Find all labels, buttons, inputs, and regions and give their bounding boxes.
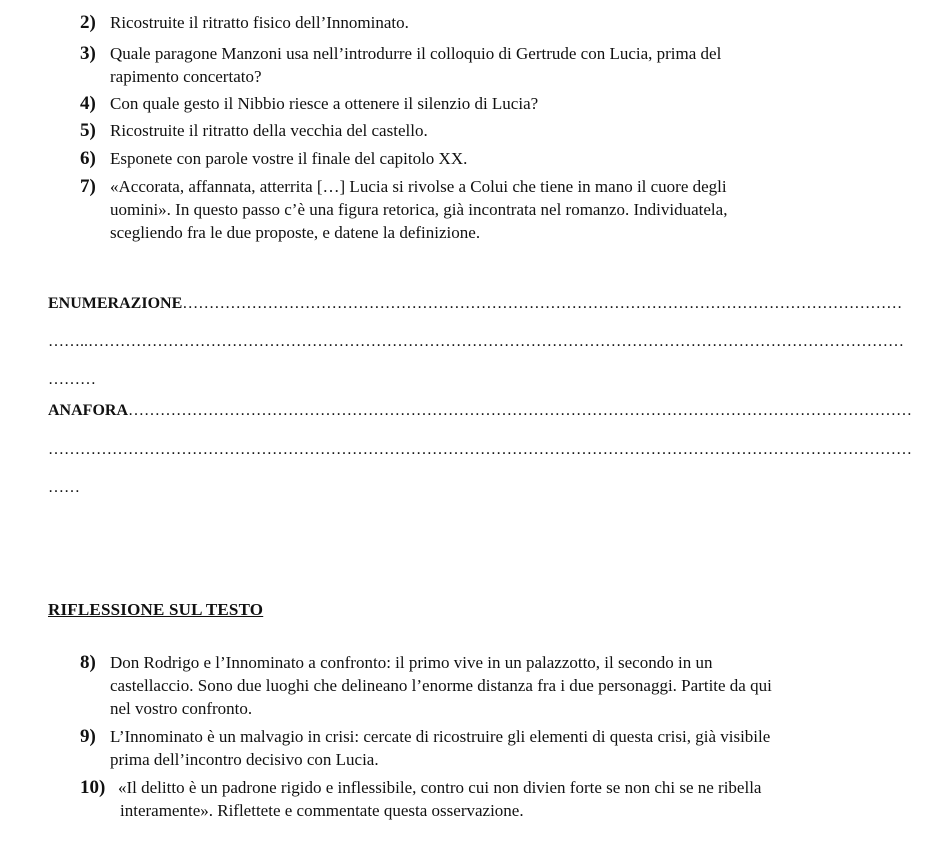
question-text-line: Esponete con parole vostre il finale del capitolo XX. xyxy=(110,149,468,168)
enumerazione-answer-line-1[interactable] xyxy=(48,292,902,315)
anafora-answer-line-2[interactable] xyxy=(48,438,912,461)
enumerazione-answer-line-3[interactable] xyxy=(48,368,96,391)
question-text-line: «Accorata, affannata, atterrita […] Lucia si rivolse a Colui che tiene in mano il cuore degli xyxy=(110,177,727,196)
question-number: 9) xyxy=(80,726,96,747)
question-text-line: scegliendo fra le due proposte, e datene la definizione. xyxy=(110,223,481,242)
question-text-line: interamente». Riflettete e commentate questa osservazione. xyxy=(120,801,524,820)
question-number: 7) xyxy=(80,176,96,197)
dotted-line: ……… xyxy=(48,371,96,388)
question-text-line: L’Innominato è un malvagio in crisi: cercate di ricostruire gli elementi di questa crisi, già visibile xyxy=(110,727,771,746)
question-text-line: Con quale gesto il Nibbio riesce a ottenere il silenzio di Lucia? xyxy=(110,94,539,113)
question-number: 2) xyxy=(80,12,96,33)
question-number: 3) xyxy=(80,43,96,64)
question-text-line: «Il delitto è un padrone rigido e inflessibile, contro cui non divien forte se non chi se ne ribella xyxy=(118,778,762,797)
question-number: 6) xyxy=(80,148,96,169)
question-text-line: rapimento concertato? xyxy=(110,67,262,86)
question-number: 5) xyxy=(80,120,96,141)
dotted-line: ……..……………………………………………………………………………………………………………………………………… xyxy=(48,333,904,350)
question-number: 4) xyxy=(80,93,96,114)
question-text-line: uomini». In questo passo c’è una figura retorica, già incontrata nel romanzo. Individuatela, xyxy=(110,200,728,219)
question-text-line: nel vostro confronto. xyxy=(110,699,253,718)
question-text-line: Quale paragone Manzoni usa nell’introdurre il colloquio di Gertrude con Lucia, prima del xyxy=(110,44,722,63)
anafora-answer-line-3[interactable] xyxy=(48,476,80,499)
question-text-line: Ricostruite il ritratto fisico dell’Innominato. xyxy=(110,13,409,32)
question-text-line: prima dell’incontro decisivo con Lucia. xyxy=(110,750,379,769)
dotted-line: …… xyxy=(48,479,80,496)
anafora-answer-line-1[interactable] xyxy=(48,399,912,422)
anafora-label: ANAFORA xyxy=(48,402,128,419)
enumerazione-answer-line-2[interactable] xyxy=(48,330,904,353)
question-text-line: Ricostruite il ritratto della vecchia del castello. xyxy=(110,121,428,140)
section-heading: RIFLESSIONE SUL TESTO xyxy=(48,600,264,619)
dotted-line: ………………………………………………………………………………………………………………………………… xyxy=(128,402,912,419)
dotted-line: ……………………………………………………………………………………………………………………… xyxy=(182,295,903,312)
question-number: 10) xyxy=(80,777,106,798)
dotted-line: ……………………………………………………………………………………………………………………………………………… xyxy=(48,441,912,458)
question-text-line: Don Rodrigo e l’Innominato a confronto: il primo vive in un palazzotto, il secondo in un xyxy=(110,653,713,672)
question-text-line: castellaccio. Sono due luoghi che delineano l’enorme distanza fra i due personaggi. Partite da qui xyxy=(110,676,772,695)
question-number: 8) xyxy=(80,652,96,673)
enumerazione-label: ENUMERAZIONE xyxy=(48,295,183,312)
